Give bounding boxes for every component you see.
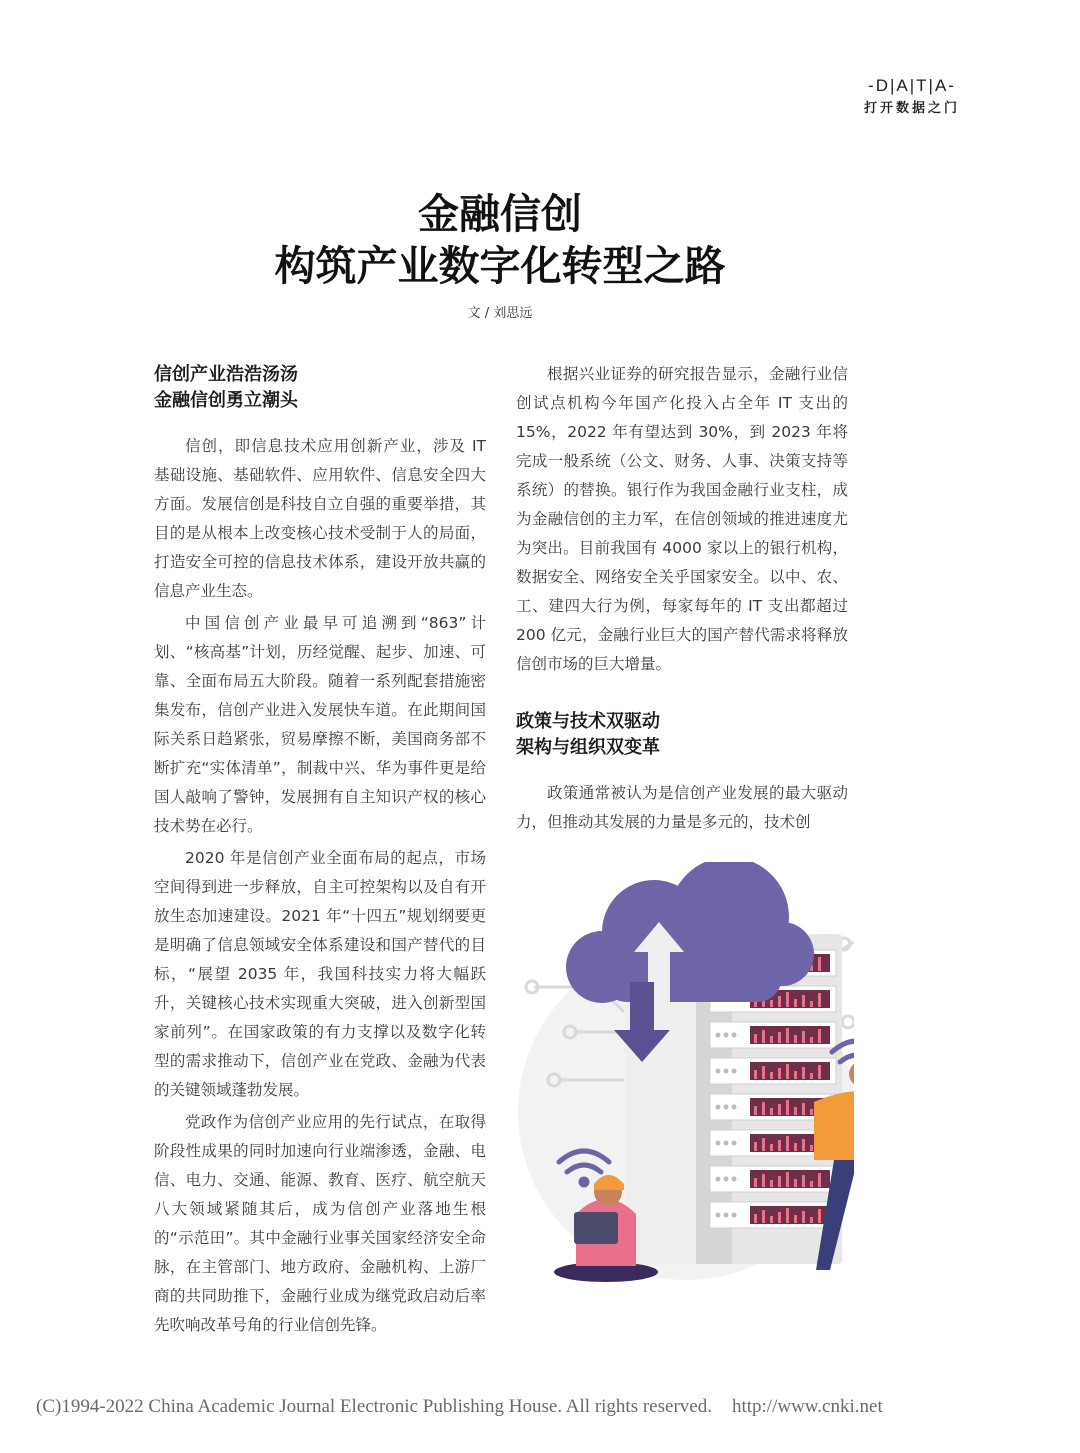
title-line-2: 构筑产业数字化转型之路: [274, 242, 726, 290]
brand-data-label: -D|A|T|A-: [868, 76, 956, 95]
paragraph: 信创，即信息技术应用创新产业，涉及 IT 基础设施、基础软件、应用软件、信息安全四大方面。发展信创是科技自立自强的重要举措，其目的是从根本上改变核心技术受制于人的局面，打造安全可控的信息技术体系，建设开放共赢的信息产业生态。: [154, 437, 486, 600]
left-column: [154, 362, 486, 1343]
section-heading-1: [154, 362, 486, 414]
paragraph: 政策通常被认为是信创产业发展的最大驱动力，但推动其发展的力量是多元的，技术创: [516, 784, 848, 831]
paragraph: 根据兴业证券的研究报告显示，金融行业信创试点机构今年国产化投入占全年 IT 支出的15%，2022 年有望达到 30%，到 2023 年将完成一般系统（公文、财务、人事、决策支持等系统）的替换。银行作为我国金融行业支柱，成为金融信创的主力军，在信创领域的推进速度尤为突出。目前我国有 4000 家以上的银行机构，数据安全、网络安全关乎国家安全。以中、农、工、建四大行为例，每家每年的 IT 支出都超过 200 亿元，金融行业巨大的国产替代需求将释放信创市场的巨大增量。: [516, 365, 848, 673]
heading-line: 政策与技术双驱动: [516, 711, 660, 732]
paragraph: 中国信创产业最早可追溯到“863”计划、“核高基”计划，历经觉醒、起步、加速、可靠、全面布局五大阶段。随着一系列配套措施密集发布，信创产业进入发展快车道。在此期间国际关系日趋紧张，贸易摩擦不断，美国商务部不断扩充“实体清单”，制裁中兴、华为事件更是给国人敲响了警钟，发展拥有自主知识产权的核心技术势在必行。: [154, 614, 486, 835]
footer-url[interactable]: http://www.cnki.net: [731, 1396, 883, 1417]
brand-slogan: 打开数据之门: [863, 101, 960, 116]
heading-line: 架构与组织双变革: [516, 737, 660, 758]
title-line-1: 金融信创: [418, 190, 582, 238]
cloud-server-illustration: [514, 862, 854, 1302]
heading-line: 金融信创勇立潮头: [154, 390, 298, 411]
brand-mark: [852, 76, 972, 116]
footer-copyright: [36, 1396, 883, 1418]
cloud-icon: [566, 862, 814, 1003]
right-column: [516, 360, 848, 840]
heading-line: 信创产业浩浩汤汤: [154, 364, 298, 385]
paragraph: 2020 年是信创产业全面布局的起点，市场空间得到进一步释放，自主可控架构以及自有开放生态加速建设。2021 年“十四五”规划纲要更是明确了信息领域安全体系建设和国产替代的目标，“展望 2035 年，我国科技实力将大幅跃升，关键核心技术实现重大突破，进入创新型国家前列”。在国家政策的有力支撑以及数字化转型的需求推动下，信创产业在党政、金融为代表的关键领域蓬勃发展。: [154, 849, 486, 1099]
copyright-text: (C)1994-2022 China Academic Journal Electronic Publishing House. All rights reserved.: [36, 1396, 712, 1417]
paragraph: 党政作为信创产业应用的先行试点，在取得阶段性成果的同时加速向行业端渗透，金融、电信、电力、交通、能源、教育、医疗、航空航天八大领域紧随其后，成为信创产业落地生根的“示范田”。其中金融行业事关国家经济安全命脉，在主管部门、地方政府、金融机构、上游厂商的共同助推下，金融行业成为继党政启动后率先吹响改革号角的行业信创先锋。: [154, 1113, 486, 1334]
byline: 文 / 刘思远: [467, 306, 533, 321]
section-heading-2: [516, 709, 848, 761]
article-title: [0, 188, 1000, 292]
